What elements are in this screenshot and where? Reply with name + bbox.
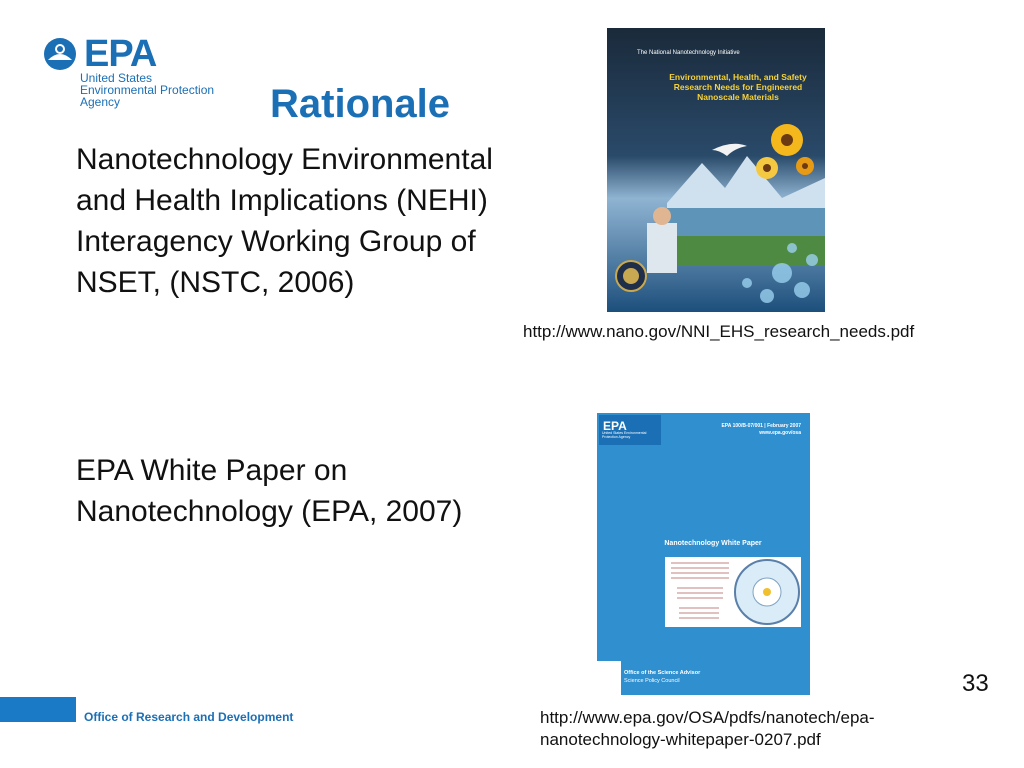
cover2-council: Science Policy Council bbox=[624, 678, 680, 684]
cover2-logo-sub: United States Environmental Protection Agency bbox=[602, 431, 647, 439]
cover2-header-id: EPA 100/B-07/001 | February 2007 bbox=[721, 423, 801, 429]
url-white-paper[interactable]: http://www.epa.gov/OSA/pdfs/nanotech/epa-nanotechnology-whitepaper-0207.pdf bbox=[540, 708, 875, 749]
logo-wordmark: EPA bbox=[84, 33, 157, 75]
cover1-title: Environmental, Health, and Safety Research Needs for Engineered Nanoscale Materials bbox=[669, 72, 807, 102]
page-number: 33 bbox=[962, 670, 989, 697]
epa-logo bbox=[42, 34, 242, 114]
cover2-logo: EPA bbox=[603, 419, 627, 433]
url-nni-report[interactable]: http://www.nano.gov/NNI_EHS_research_needs.pdf bbox=[523, 322, 915, 341]
logo-agency-name: United States Environmental Protection Agency bbox=[80, 71, 215, 109]
cover2-header-url: www.epa.gov/osa bbox=[759, 430, 801, 436]
epa-white-paper-cover bbox=[597, 413, 810, 695]
body-item-nehi: Nanotechnology Environmental and Health Implications (NEHI) Interagency Working Group of NSET, (NSTC, 2006) bbox=[76, 143, 493, 299]
epa-flower-icon bbox=[42, 36, 78, 72]
cover1-small-title: The National Nanotechnology Initiative bbox=[637, 50, 740, 56]
cover2-title: Nanotechnology White Paper bbox=[664, 540, 762, 547]
footer-office-name: Office of Research and Development bbox=[84, 710, 294, 724]
body-item-white-paper: EPA White Paper on Nanotechnology (EPA, 2007) bbox=[76, 454, 463, 528]
footer-accent-bar bbox=[0, 697, 76, 722]
cover2-office: Office of the Science Advisor bbox=[624, 670, 701, 676]
nni-report-cover bbox=[607, 28, 825, 312]
slide-title: Rationale bbox=[270, 82, 451, 126]
